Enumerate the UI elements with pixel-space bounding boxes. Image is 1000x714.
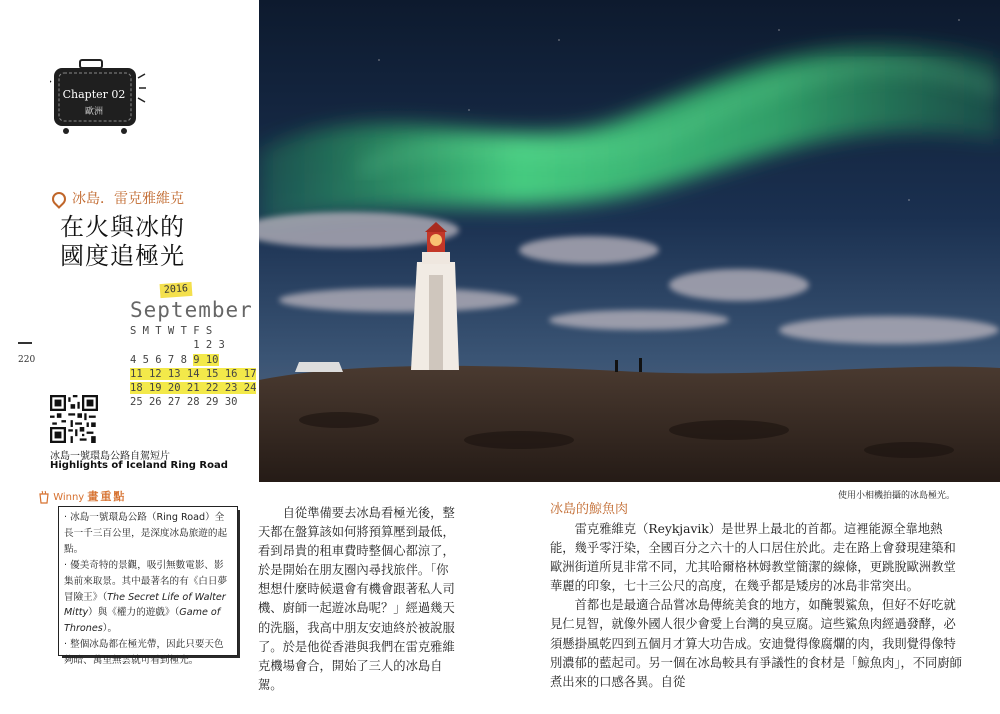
- calendar-days: 1 2 3: [130, 339, 225, 352]
- photo-caption: 使用小相機拍攝的冰島極光。: [838, 491, 956, 501]
- list-item: · 冰島一號環島公路（Ring Road）全長一千三百公里，是深度冰島旅遊的起點。: [64, 512, 228, 555]
- calendar-days: 4 5 6 7 8: [130, 353, 194, 366]
- calendar-year: 2016: [160, 282, 193, 298]
- suitcase-icon: [50, 58, 148, 136]
- calendar-row: [130, 338, 240, 352]
- calendar-days-highlight: 18 19 20 21 22 23 24: [130, 382, 257, 395]
- body-text-left: [258, 504, 458, 695]
- calendar-row: [130, 353, 240, 367]
- calendar-days: 25 26 27 28 29 30: [130, 396, 238, 409]
- calendar-days-highlight: 11 12 13 14 15 16 17: [130, 367, 257, 380]
- cup-icon: [38, 490, 50, 504]
- calendar-days-highlight: 9 10: [193, 353, 219, 366]
- qr-caption-zh: 冰島一號環島公路自駕短片: [50, 451, 170, 462]
- qr-code-icon[interactable]: [50, 395, 98, 443]
- calendar-month: September: [130, 298, 253, 322]
- body-text-right: [550, 520, 965, 692]
- aurora-lighthouse-photo: [259, 0, 1000, 482]
- note-title: [38, 488, 126, 504]
- note-title-small: Winny: [53, 492, 85, 503]
- page-tick: [18, 342, 32, 344]
- chapter-label: Chapter 02: [62, 88, 126, 101]
- page-title-line1: 在火與冰的: [60, 213, 185, 241]
- paragraph: 首都也是最適合品嘗冰島傳統美食的地方，如醃製鯊魚，但好不好吃就見仁見智，就像外國人很少會愛上台灣的臭豆腐。這些鯊魚肉經過發酵，必須懸掛風乾四到五個月才算大功告成。安迪覺得像腐爛的肉，我則覺得像特別濃郁的藍起司。另一個在冰島較具有爭議性的食材是「鯨魚肉」，不同廚師煮出來的口感各異。自從: [550, 598, 962, 689]
- qr-caption-en: Highlights of Iceland Ring Road: [50, 460, 228, 471]
- chapter-badge: [50, 58, 148, 136]
- list-item: · 整個冰島都在極光帶，因此只要天色夠暗、萬里無雲就可看到極光。: [64, 639, 224, 667]
- note-title-big: 畫重點: [87, 490, 127, 503]
- calendar-row: [130, 395, 240, 409]
- chapter-sub: 歐洲: [84, 107, 104, 117]
- page-title-line2: 國度追極光: [60, 242, 185, 270]
- location-pin-icon: [49, 189, 69, 209]
- page-number: 220: [18, 355, 36, 365]
- calendar: [130, 324, 257, 410]
- calendar-row: [130, 381, 257, 395]
- list-item: · 優美奇特的景觀，吸引無數電影、影集前來取景。其中最著名的有《白日夢冒險王》（The Secret Life of Walter Mitty）與《權力的遊戲》（Game of Thrones）。: [64, 559, 228, 635]
- location-line: [52, 188, 184, 208]
- note-list: [64, 510, 232, 669]
- paragraph: 雷克雅維克（Reykjavik）是世界上最北的首都。這裡能源全靠地熱能，幾乎零汙染，全國百分之六十的人口居住於此。走在路上會發現建築和歐洲街道所見非常不同，尤其哈爾格林姆教堂簡潔的線條，更跳脫歐洲教堂華麗的印象，七十三公尺的高度，在幾乎都是矮房的冰島非常突出。: [550, 522, 956, 594]
- paragraph: 自從準備要去冰島看極光後，整天都在盤算該如何將預算壓到最低，看到昂貴的租車費時整個心都涼了，於是開始在朋友圈內尋找旅伴。「你想想什麼時候還會有機會跟著私人司機、廚師一起遊冰島呢？」經過幾天的洗腦，我高中朋友安迪終於被說服了。於是他從香港與我們在雷克雅維克機場會合，開始了三人的冰島自駕。: [258, 506, 455, 692]
- location-text: 冰島．雷克雅維克: [72, 191, 184, 207]
- calendar-row: [130, 367, 257, 381]
- section-title: 冰島的鯨魚肉: [550, 502, 629, 517]
- calendar-weekdays: S M T W T F S: [130, 325, 213, 337]
